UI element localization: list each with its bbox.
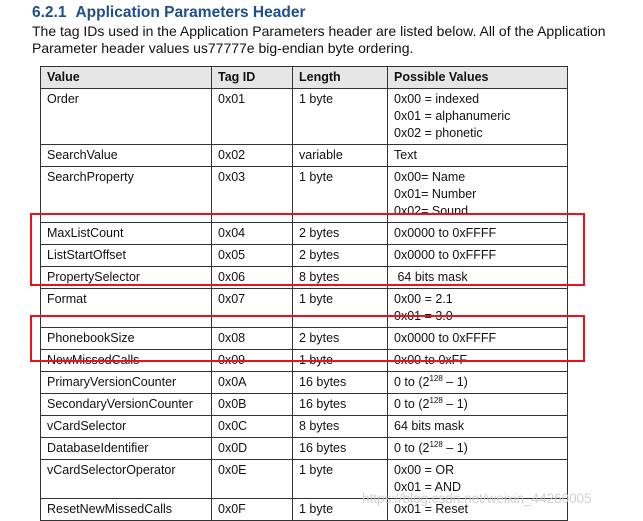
cell-length: 16 bytes	[293, 372, 388, 394]
intro-paragraph: The tag IDs used in the Application Parameters header are listed below. All of the Application Parameter header values us77777e big-endian byte ordering.	[32, 23, 606, 56]
cell-value: ResetNewMissedCalls	[41, 499, 212, 521]
possible-value-line	[394, 186, 561, 203]
possible-value-text: 0 to (2	[394, 375, 430, 389]
possible-value-text: 0x01= Number	[394, 187, 477, 201]
possible-value-text: 0x01 = alphanumeric	[394, 109, 511, 123]
possible-value-line	[394, 418, 561, 435]
exponent: 128	[429, 374, 443, 383]
cell-length: 2 bytes	[293, 328, 388, 350]
cell-tag-id: 0x05	[212, 245, 293, 267]
possible-value-line	[394, 169, 561, 186]
cell-length: 1 byte	[293, 460, 388, 499]
possible-value-line	[394, 225, 561, 242]
header-possible-values: Possible Values	[388, 67, 568, 89]
cell-possible-values	[388, 245, 568, 267]
possible-value-text: 0x00 to 0xFF	[394, 353, 467, 367]
exponent: 128	[429, 440, 443, 449]
cell-value: ListStartOffset	[41, 245, 212, 267]
possible-value-line	[394, 374, 561, 391]
possible-value-suffix: – 1)	[442, 375, 468, 389]
cell-tag-id: 0x0E	[212, 460, 293, 499]
cell-value: MaxListCount	[41, 223, 212, 245]
cell-tag-id: 0x0C	[212, 416, 293, 438]
possible-value-line	[394, 203, 561, 220]
table-row	[41, 89, 568, 145]
possible-value-text: 0x00= Name	[394, 170, 466, 184]
cell-value: Order	[41, 89, 212, 145]
cell-length: 1 byte	[293, 350, 388, 372]
possible-value-line	[394, 330, 561, 347]
table-row	[41, 394, 568, 416]
possible-value-text: 0x02 = phonetic	[394, 126, 483, 140]
cell-value: PhonebookSize	[41, 328, 212, 350]
cell-tag-id: 0x09	[212, 350, 293, 372]
cell-value: DatabaseIdentifier	[41, 438, 212, 460]
possible-value-text: 0x01 = AND	[394, 480, 462, 494]
cell-tag-id: 0x0F	[212, 499, 293, 521]
cell-length: 8 bytes	[293, 416, 388, 438]
cell-length: 8 bytes	[293, 267, 388, 289]
cell-length: 1 byte	[293, 167, 388, 223]
cell-tag-id: 0x06	[212, 267, 293, 289]
watermark: https://blog.csdn.net/weixin_44260005	[362, 491, 592, 506]
possible-value-line	[394, 147, 561, 164]
possible-value-line	[394, 125, 561, 142]
possible-value-line	[394, 247, 561, 264]
possible-value-text: 0 to (2	[394, 441, 430, 455]
table-row	[41, 350, 568, 372]
cell-length: 16 bytes	[293, 394, 388, 416]
possible-value-text: 0 to (2	[394, 397, 430, 411]
cell-possible-values	[388, 328, 568, 350]
cell-length: variable	[293, 145, 388, 167]
header-length: Length	[293, 67, 388, 89]
possible-value-text: 0x01 = Reset	[394, 502, 469, 516]
table-row	[41, 328, 568, 350]
cell-value: Format	[41, 289, 212, 328]
cell-value: PrimaryVersionCounter	[41, 372, 212, 394]
cell-value: vCardSelector	[41, 416, 212, 438]
cell-value: SecondaryVersionCounter	[41, 394, 212, 416]
cell-length: 1 byte	[293, 499, 388, 521]
possible-value-text: 0x0000 to 0xFFFF	[394, 226, 497, 240]
possible-value-text: 0x0000 to 0xFFFF	[394, 331, 497, 345]
table-row	[41, 223, 568, 245]
table-header-row	[41, 67, 568, 89]
exponent: 128	[429, 396, 443, 405]
possible-value-text: 0x00 = indexed	[394, 92, 480, 106]
parameters-table	[40, 66, 568, 521]
cell-possible-values	[388, 267, 568, 289]
cell-tag-id: 0x01	[212, 89, 293, 145]
cell-length: 2 bytes	[293, 223, 388, 245]
section-heading	[32, 4, 306, 22]
table-row	[41, 416, 568, 438]
possible-value-text: 0x01 = 3.0	[394, 309, 453, 323]
possible-value-text: 64 bits mask	[394, 419, 465, 433]
cell-tag-id: 0x08	[212, 328, 293, 350]
cell-possible-values	[388, 416, 568, 438]
possible-value-line	[394, 462, 561, 479]
cell-possible-values	[388, 167, 568, 223]
cell-tag-id: 0x0A	[212, 372, 293, 394]
header-tag-id: Tag ID	[212, 67, 293, 89]
table-row	[41, 145, 568, 167]
cell-tag-id: 0x07	[212, 289, 293, 328]
cell-value: vCardSelectorOperator	[41, 460, 212, 499]
cell-possible-values	[388, 223, 568, 245]
cell-value: PropertySelector	[41, 267, 212, 289]
cell-possible-values	[388, 372, 568, 394]
cell-value: NewMissedCalls	[41, 350, 212, 372]
possible-value-line	[394, 291, 561, 308]
cell-length: 2 bytes	[293, 245, 388, 267]
cell-length: 16 bytes	[293, 438, 388, 460]
table-row	[41, 267, 568, 289]
possible-value-suffix: – 1)	[442, 397, 468, 411]
possible-value-text: 0x00 = 2.1	[394, 292, 453, 306]
possible-value-line	[394, 440, 561, 457]
cell-possible-values	[388, 350, 568, 372]
possible-value-line	[394, 352, 561, 369]
section-number: 6.2.1	[32, 4, 67, 21]
cell-tag-id: 0x04	[212, 223, 293, 245]
possible-value-line	[394, 396, 561, 413]
cell-length: 1 byte	[293, 289, 388, 328]
possible-value-text: 64 bits mask	[394, 270, 468, 284]
possible-value-text: 0x00 = OR	[394, 463, 455, 477]
possible-value-line	[394, 308, 561, 325]
possible-value-line	[394, 91, 561, 108]
section-title: Application Parameters Header	[75, 4, 306, 21]
cell-possible-values	[388, 394, 568, 416]
cell-tag-id: 0x02	[212, 145, 293, 167]
possible-value-text: 0x02= Sound	[394, 204, 469, 218]
possible-value-line	[394, 269, 561, 286]
header-value: Value	[41, 67, 212, 89]
cell-possible-values	[388, 145, 568, 167]
cell-possible-values	[388, 89, 568, 145]
possible-value-text: 0x0000 to 0xFFFF	[394, 248, 497, 262]
possible-value-suffix: – 1)	[442, 441, 468, 455]
table-row	[41, 438, 568, 460]
cell-possible-values	[388, 289, 568, 328]
cell-possible-values	[388, 438, 568, 460]
cell-value: SearchValue	[41, 145, 212, 167]
cell-length: 1 byte	[293, 89, 388, 145]
cell-tag-id: 0x03	[212, 167, 293, 223]
table-row	[41, 245, 568, 267]
table-row	[41, 289, 568, 328]
possible-value-text: Text	[394, 148, 417, 162]
cell-tag-id: 0x0D	[212, 438, 293, 460]
cell-tag-id: 0x0B	[212, 394, 293, 416]
possible-value-line	[394, 108, 561, 125]
table-row	[41, 167, 568, 223]
table-row	[41, 372, 568, 394]
cell-value: SearchProperty	[41, 167, 212, 223]
